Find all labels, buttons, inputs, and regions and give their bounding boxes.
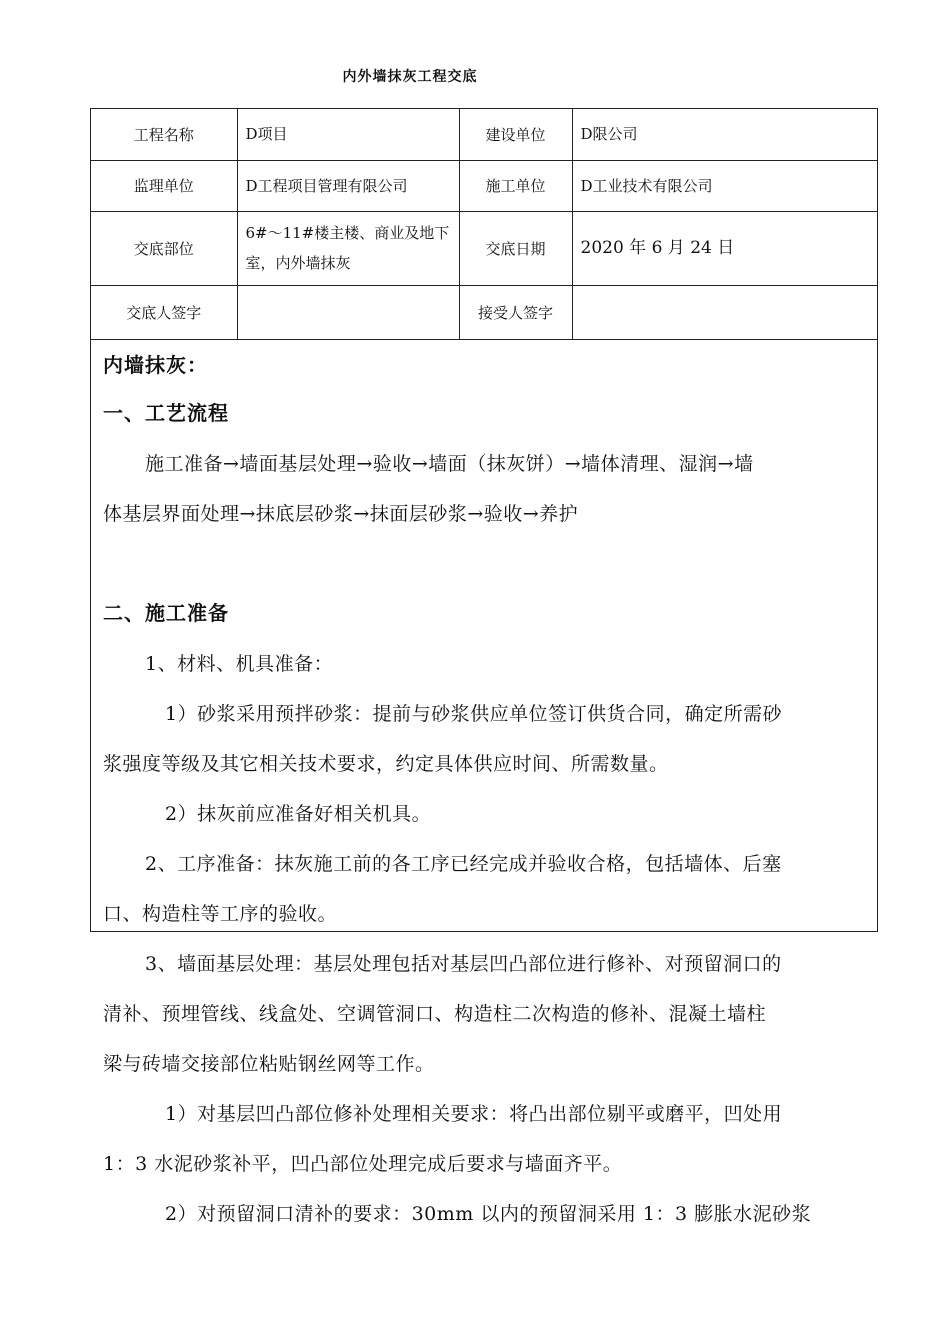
para-1-1-line-2: 浆强度等级及其它相关技术要求，约定具体供应时间、所需数量。: [103, 753, 669, 775]
date-value: 2020 年 6 月 24 日: [572, 211, 877, 285]
header-table: [91, 109, 877, 340]
date-label: 交底日期: [459, 211, 572, 285]
heading-preparation: 二、施工准备: [103, 601, 229, 625]
para-2-line-2: 口、构造柱等工序的验收。: [103, 903, 338, 925]
para-3-1-line-1: 1）对基层凹凸部位修补处理相关要求：将凸出部位剔平或磨平，凹处用: [165, 1103, 783, 1125]
contractor-value: D工业技术有限公司: [572, 160, 877, 211]
location-line-2: 室，内外墙抹灰: [245, 254, 351, 272]
document-frame: [90, 108, 878, 1225]
supervisor-label: 监理单位: [91, 160, 237, 211]
location-value: [237, 211, 459, 285]
giver-sign-label: 交底人签字: [91, 285, 237, 339]
para-3-2-line-1: 2）对预留洞口清补的要求：30mm 以内的预留洞采用 1：3 膨胀水泥砂浆: [165, 1203, 812, 1225]
para-1-1-line-1: 1）砂浆采用预拌砂浆：提前与砂浆供应单位签订供货合同，确定所需砂: [165, 703, 783, 725]
section-title: 内墙抹灰：: [103, 353, 208, 377]
flow-line-1: 施工准备→墙面基层处理→验收→墙面（抹灰饼）→墙体清理、湿润→墙: [145, 453, 754, 475]
contractor-label: 施工单位: [459, 160, 572, 211]
para-3-line-1: 3、墙面基层处理：基层处理包括对基层凹凸部位进行修补、对预留洞口的: [145, 953, 782, 975]
heading-process-flow: 一、工艺流程: [103, 401, 229, 425]
para-3-line-3: 梁与砖墙交接部位粘贴钢丝网等工作。: [103, 1053, 435, 1075]
para-1: 1、材料、机具准备：: [145, 653, 334, 675]
receiver-sign-label: 接受人签字: [459, 285, 572, 339]
owner-value: D限公司: [572, 109, 877, 160]
para-2-line-1: 2、工序准备：抹灰施工前的各工序已经完成并验收合格，包括墙体、后塞: [145, 853, 782, 875]
flow-line-2: 体基层界面处理→抹底层砂浆→抹面层砂浆→验收→养护: [103, 503, 579, 525]
project-name-label: 工程名称: [91, 109, 237, 160]
project-name-value: D项目: [237, 109, 459, 160]
para-3-line-2: 清补、预埋管线、线盒处、空调管洞口、构造柱二次构造的修补、混凝土墙柱: [103, 1003, 767, 1025]
location-line-1: 6#～11#楼主楼、商业及地下: [245, 224, 450, 242]
owner-label: 建设单位: [459, 109, 572, 160]
giver-sign-field[interactable]: [237, 285, 459, 339]
location-label: 交底部位: [91, 211, 237, 285]
receiver-sign-field[interactable]: [572, 285, 877, 339]
supervisor-value: D工程项目管理有限公司: [237, 160, 459, 211]
document-title: 内外墙抹灰工程交底: [342, 69, 478, 85]
para-3-1-line-2: 1：3 水泥砂浆补平，凹凸部位处理完成后要求与墙面齐平。: [103, 1153, 623, 1175]
para-1-2: 2）抹灰前应准备好相关机具。: [165, 803, 432, 825]
